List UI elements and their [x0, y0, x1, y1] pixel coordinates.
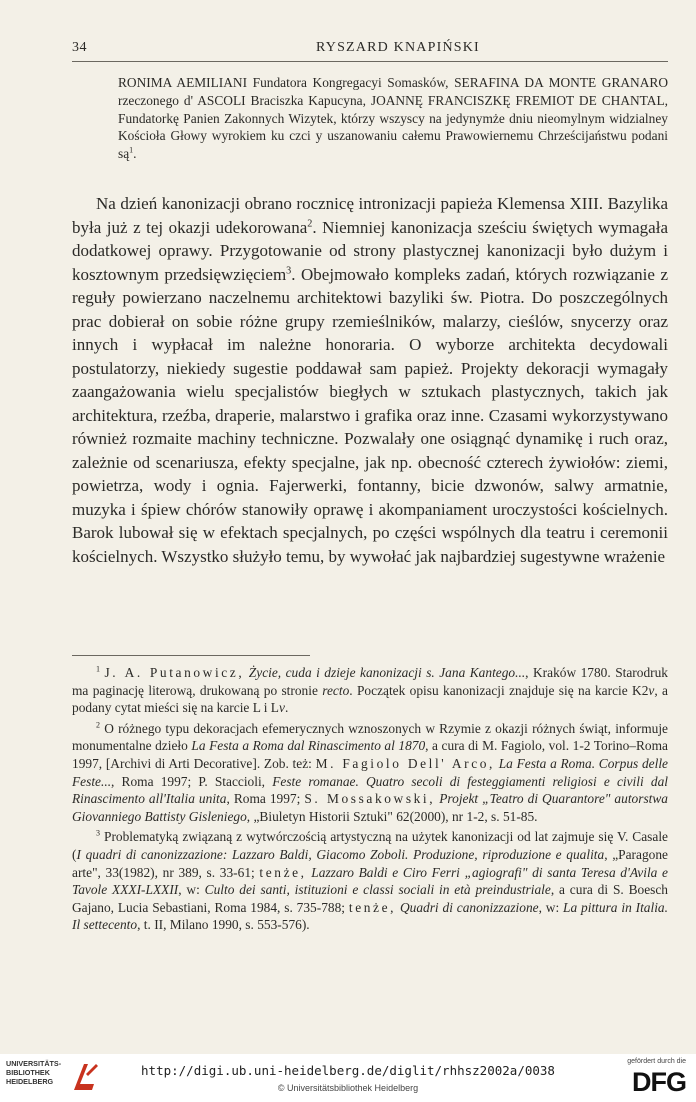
footer-bar [0, 1054, 696, 1102]
footnotes [72, 664, 668, 937]
footnote-3: $^3$ Problematyką związaną z wytwórczością artystyczną na użytek kanonizacji od lat zajmuje się V. Casale (I quadri di canonizzazione: Lazzaro Baldi, Giacomo Zoboli. Produzione, riproduzione e qualita, „Paragone arte", 33(1982), nr 389, s. 33-61; tenże, Lazzaro Baldi e Ciro Ferri „agiografi" di santa Teresa d'Avila e Tavole XXXI-LXXII, w: Culto dei santi, istituzioni e classi sociali in età preindustriale, a cura di S. Boesch Gajano, Lucia Sebastiani, Roma 1984, s. 735-788; tenże, Quadri di canonizzazione, w: La pittura in Italia. Il settecento, t. II, Milano 1990, s. 553-576). [72, 828, 668, 933]
running-title: RYSZARD KNAPIŃSKI [316, 40, 480, 55]
quote-text: RONIMA AEMILIANI Fundatora Kongregacyi Somasków, SERAFINA DA MONTE GRANARO rzeczonego d' ASCOLI Braciszka Kapucyna, JOANNĘ FRANCISZKĘ FREMIOT DE CHANTAL, Fundatorkę Panien Zakonnych Wizytek, którzy wszyscy na jedynymże dniu nieomylnym widzialney Kościoła Głowy wyrokiem ku czci y uszanowaniu całemu Prawowiernemu Chrześcijaństwu podani są [118, 75, 668, 162]
footnote-ref[interactable]: 3 [286, 264, 292, 276]
paragraph-text: Na dzień kanonizacji obrano rocznicę intronizacji papieża Klemensa XIII. Bazylika była już z tej okazji udekorowana [72, 194, 668, 237]
footnote-ref[interactable]: 2 [307, 217, 313, 229]
block-quote: RONIMA AEMILIANI Fundatora Kongregacyi Somasków, SERAFINA DA MONTE GRANARO rzeczonego d' ASCOLI Braciszka Kapucyna, JOANNĘ FRANCISZKĘ FREMIOT DE CHANTAL, Fundatorkę Panien Zakonnych Wizytek, którzy wszyscy na jedynymże dniu nieomylnym widzialney Kościoła Głowy wyrokiem ku czci y uszanowaniu całemu Prawowiernemu Chrześcijaństwu podani $są^1$. [118, 75, 668, 162]
dfg-logo[interactable]: DFG [632, 1067, 686, 1097]
footnote-1: $^1$ J. A. Putanowicz, Życie, cuda i dzieje kanonizacji s. Jana Kantego..., Kraków 1780. Starodruk ma paginację literową, drukowaną po stronie recto. Początek opisu kanonizacji znajduje się na karcie K2v, a podany cytat mieści się na karcie L i Lv. [72, 664, 669, 716]
permalink-url[interactable]: http://digi.ub.uni-heidelberg.de/diglit/rhhsz2002a/0038 [141, 1063, 555, 1078]
library-logo[interactable]: UNIVERSITÄTS- BIBLIOTHEK HEIDELBERG [6, 1059, 62, 1086]
header-rule [72, 61, 668, 62]
footnote-rule [72, 655, 310, 656]
copyright-notice: © Universitätsbibliothek Heidelberg [277, 1083, 419, 1093]
funding-label: gefördert durch die [627, 1058, 686, 1065]
paragraph-text: . Niemniej kanonizacja sześciu świętych wymagała dodatkowej oprawy. Przygotowanie od strony plastycznej kanonizacji było dużym i kosztownym przedsięwzięciem [72, 217, 668, 284]
footnote-ref[interactable]: 1 [129, 145, 134, 155]
footnote-2: $^2$ O różnego typu dekoracjach efemerycznych wznoszonych w Rzymie z okazji różnych świąt, informuje monumentalne dzieło La Festa a Roma dal Rinascimento al 1870, a cura di M. Fagiolo, vol. 1-2 Torino–Roma 1997, [Archivi di Arti Decorative]. Zob. też: M. Fagiolo Dell' Arco, La Festa a Roma. Corpus delle Feste..., Roma 1997; P. Staccioli, Feste romanae. Quatro secoli di festeggiamenti religiosi e civili dal Rinascimento all'Italia unita, Roma 1997; S. Mossakowski, Projekt „Teatro di Quarantore" autorstwa Giovanniego Battisty Gisleniego, „Biuletyn Historii Sztuki" 62(2000), nr 1-2, s. 51-85. [72, 720, 669, 824]
running-header [72, 40, 668, 62]
main-paragraph [72, 192, 668, 568]
page-number: 34 [72, 40, 87, 55]
paragraph-text: . Obejmowało kompleks zadań, których rozwiązanie z reguły powierzano naczelnemu architektowi bazyliki św. Piotra. Do poszczególnych prac dobierał on sobie różne grupy rzemieślników, malarzy, cieślów, snycerzy oraz innych i wypłacał im należne honoraria. O wyborze architekta decydowali postulatorzy, niekiedy sugestie poddawał sam papież. Projekty dekoracji wymagały zaangażowania wielu specjalistów biegłych w sztukach plastycznych, takich jak architektura, rzeźba, draperie, malarstwo i grafika oraz inne. Czasami wykorzystywano również rozmaite machiny techniczne. Pozwalały one osiągnąć dynamikę i ruch oraz, zależnie od scenariusza, efekty specjalne, jak np. obecność czterech żywiołów: ziemi, powietrza, wody i ognia. Fajerwerki, fontanny, bicie dzwonów, salwy armatnie, muzyka i śpiew chórów stanowiły oprawę i akompaniament uroczystości kościelnych. Barok lubował się w efektach specjalnych, po części wspólnych dla teatru i ceremonii kościelnych. Wszystko służyło temu, by wywołać jak najbardziej sugestywne wrażenie [72, 264, 668, 566]
